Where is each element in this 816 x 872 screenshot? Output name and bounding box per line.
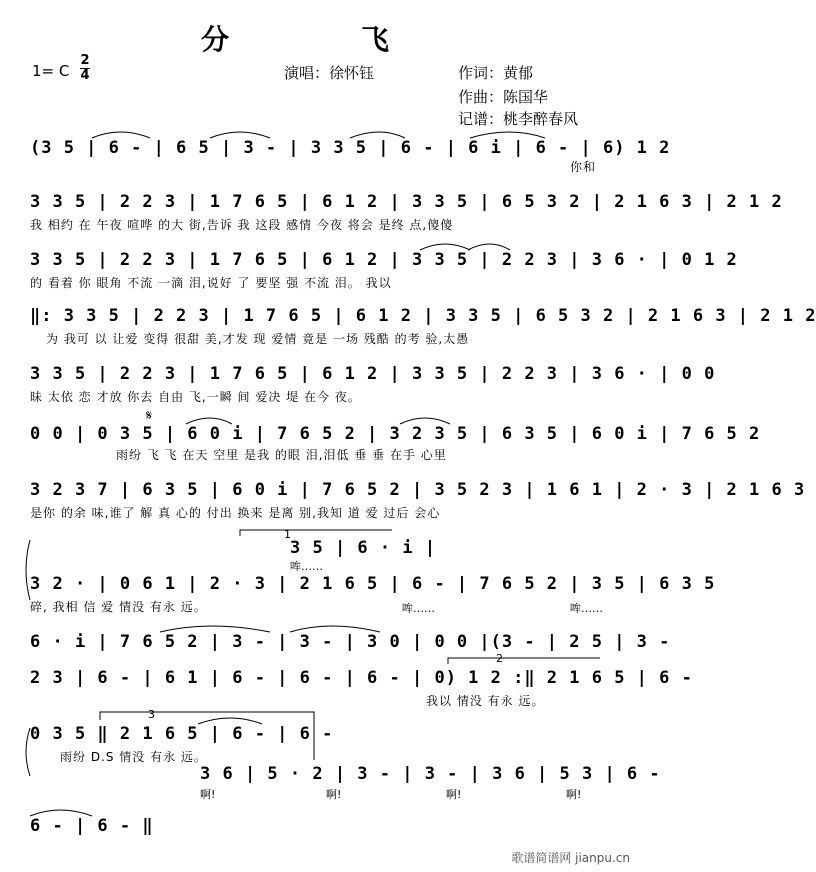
- notes-line-6: 0 0 | 0 3 5 | 6 0 i | 7 6 5 2 | 3 2 3 5 | 6 3 5 | 6 0 i | 7 6 5 2: [30, 424, 761, 444]
- time-signature-top: 2: [80, 53, 90, 68]
- transcriber: 记谱：桃李醉春风: [458, 110, 579, 128]
- song-title: 分 飞: [200, 23, 441, 56]
- notes-line-3: 3 3 5 | 2 2 3 | 1 7 6 5 | 6 1 2 | 3 3 5 | 2 2 3 | 3 6 · | 0 1 2: [30, 250, 738, 270]
- lyric-line-11: 雨纷 D.S 情没 有永 远。: [60, 750, 207, 764]
- notes-line-8: 3 2 · | 0 6 1 | 2 · 3 | 2 1 6 5 | 6 - | 7 6 5 2 | 3 5 | 6 3 5: [30, 574, 716, 594]
- tie-arc: [290, 626, 380, 632]
- notes-line-2: 3 3 5 | 2 2 3 | 1 7 6 5 | 6 1 2 | 3 3 5 | 6 5 3 2 | 2 1 6 3 | 2 1 2: [30, 192, 783, 212]
- ending-1-notes: 3 5 | 6 · i |: [290, 538, 437, 558]
- tie-arc: [400, 418, 450, 424]
- volta-3-bracket: [100, 712, 314, 760]
- lyricist: 作词：黄郁: [458, 64, 534, 82]
- volta-1-bracket: [240, 530, 392, 536]
- murmur-3: 哞……: [570, 602, 603, 615]
- lyric-line-3: 的 看着 你 眼角 不流 一滴 泪,说好 了 要坚 强 不流 泪。 我以: [30, 276, 392, 290]
- notes-line-5: 3 3 5 | 2 2 3 | 1 7 6 5 | 6 1 2 | 3 3 5 | 2 2 3 | 3 6 · | 0 0: [30, 364, 716, 384]
- volta-3-label: 3: [148, 708, 155, 721]
- lyric-line-10: 我以 情没 有永 远。: [426, 694, 545, 708]
- lyric-line-5: 昧 太依 恋 才放 你去 自由 飞,一瞬 间 爱决 堤 在今 夜。: [30, 390, 361, 404]
- system-bracket: [26, 540, 30, 600]
- notes-line-10: 2 3 | 6 - | 6 1 | 6 - | 6 - | 6 - | 0) 1 2 :‖ 2 1 6 5 | 6 -: [30, 668, 693, 688]
- tie-arc: [210, 132, 270, 138]
- ah-1: 啊!: [200, 788, 216, 801]
- ah-3: 啊!: [446, 788, 462, 801]
- murmur-1: 哞……: [290, 560, 323, 573]
- tie-arc: [186, 418, 232, 424]
- notes-line-4: ‖: 3 3 5 | 2 2 3 | 1 7 6 5 | 6 1 2 | 3 3 5 | 6 5 3 2 | 2 1 6 3 | 2 1 2: [30, 306, 816, 326]
- ah-2: 啊!: [326, 788, 342, 801]
- volta-2-bracket: [448, 658, 600, 664]
- watermark: 歌谱简谱网 jianpu.cn: [511, 851, 630, 865]
- tie-arc: [92, 132, 150, 138]
- notes-line-7: 3 2 3 7 | 6 3 5 | 6 0 i | 7 6 5 2 | 3 5 2 3 | 1 6 1 | 2 · 3 | 2 1 6 3: [30, 480, 806, 500]
- tie-arc: [30, 810, 92, 816]
- lyric-line-6: 雨纷 飞 飞 在天 空里 是我 的眼 泪,泪低 垂 垂 在手 心里: [116, 448, 447, 462]
- time-signature-bottom: 4: [80, 68, 90, 83]
- notes-line-1: (3 5 | 6 - | 6 5 | 3 - | 3 3 5 | 6 - | 6 i | 6 - | 6) 1 2: [30, 138, 671, 158]
- lyric-line-8: 碎, 我相 信 爱 情没 有永 远。: [30, 600, 207, 614]
- tie-arc: [160, 626, 270, 632]
- lyric-line-7: 是你 的余 味,谁了 解 真 心的 付出 换来 是离 别,我知 道 爱 过后 会心: [30, 506, 441, 520]
- tie-arc: [468, 244, 510, 250]
- tie-arc: [420, 244, 470, 250]
- volta-1-label: 1: [284, 528, 291, 541]
- lyric-line-2: 我 相约 在 午夜 喧哗 的大 街,告诉 我 这段 感情 今夜 将会 是终 点,傻傻: [30, 218, 454, 232]
- notes-line-11: 0 3 5 ‖ 2 1 6 5 | 6 - | 6 -: [30, 724, 334, 744]
- lyric-line-4: 为 我可 以 让爱 变得 很甜 美,才发 现 爱情 竟是 一场 残酷 的考 验,太愚: [46, 332, 470, 346]
- composer: 作曲：陈国华: [458, 88, 549, 106]
- notes-line-9: 6 · i | 7 6 5 2 | 3 - | 3 - | 3 0 | 0 0 |(3 - | 2 5 | 3 -: [30, 632, 671, 652]
- volta-2-label: 2: [496, 652, 503, 665]
- ending-3-notes: 3 6 | 5 · 2 | 3 - | 3 - | 3 6 | 5 3 | 6 -: [200, 764, 661, 784]
- segno-icon: 𝄋: [146, 408, 153, 424]
- lyric-line-1: 你和: [570, 160, 597, 174]
- ah-4: 啊!: [566, 788, 582, 801]
- system-bracket: [26, 728, 30, 776]
- key-signature: 1= C: [32, 62, 70, 80]
- tie-arc: [470, 132, 545, 138]
- murmur-2: 哞……: [402, 602, 435, 615]
- tie-arc: [350, 132, 405, 138]
- notes-line-12: 6 - | 6 - ‖: [30, 816, 154, 836]
- singer: 演唱：徐怀钰: [284, 64, 375, 82]
- tie-arc: [198, 718, 262, 724]
